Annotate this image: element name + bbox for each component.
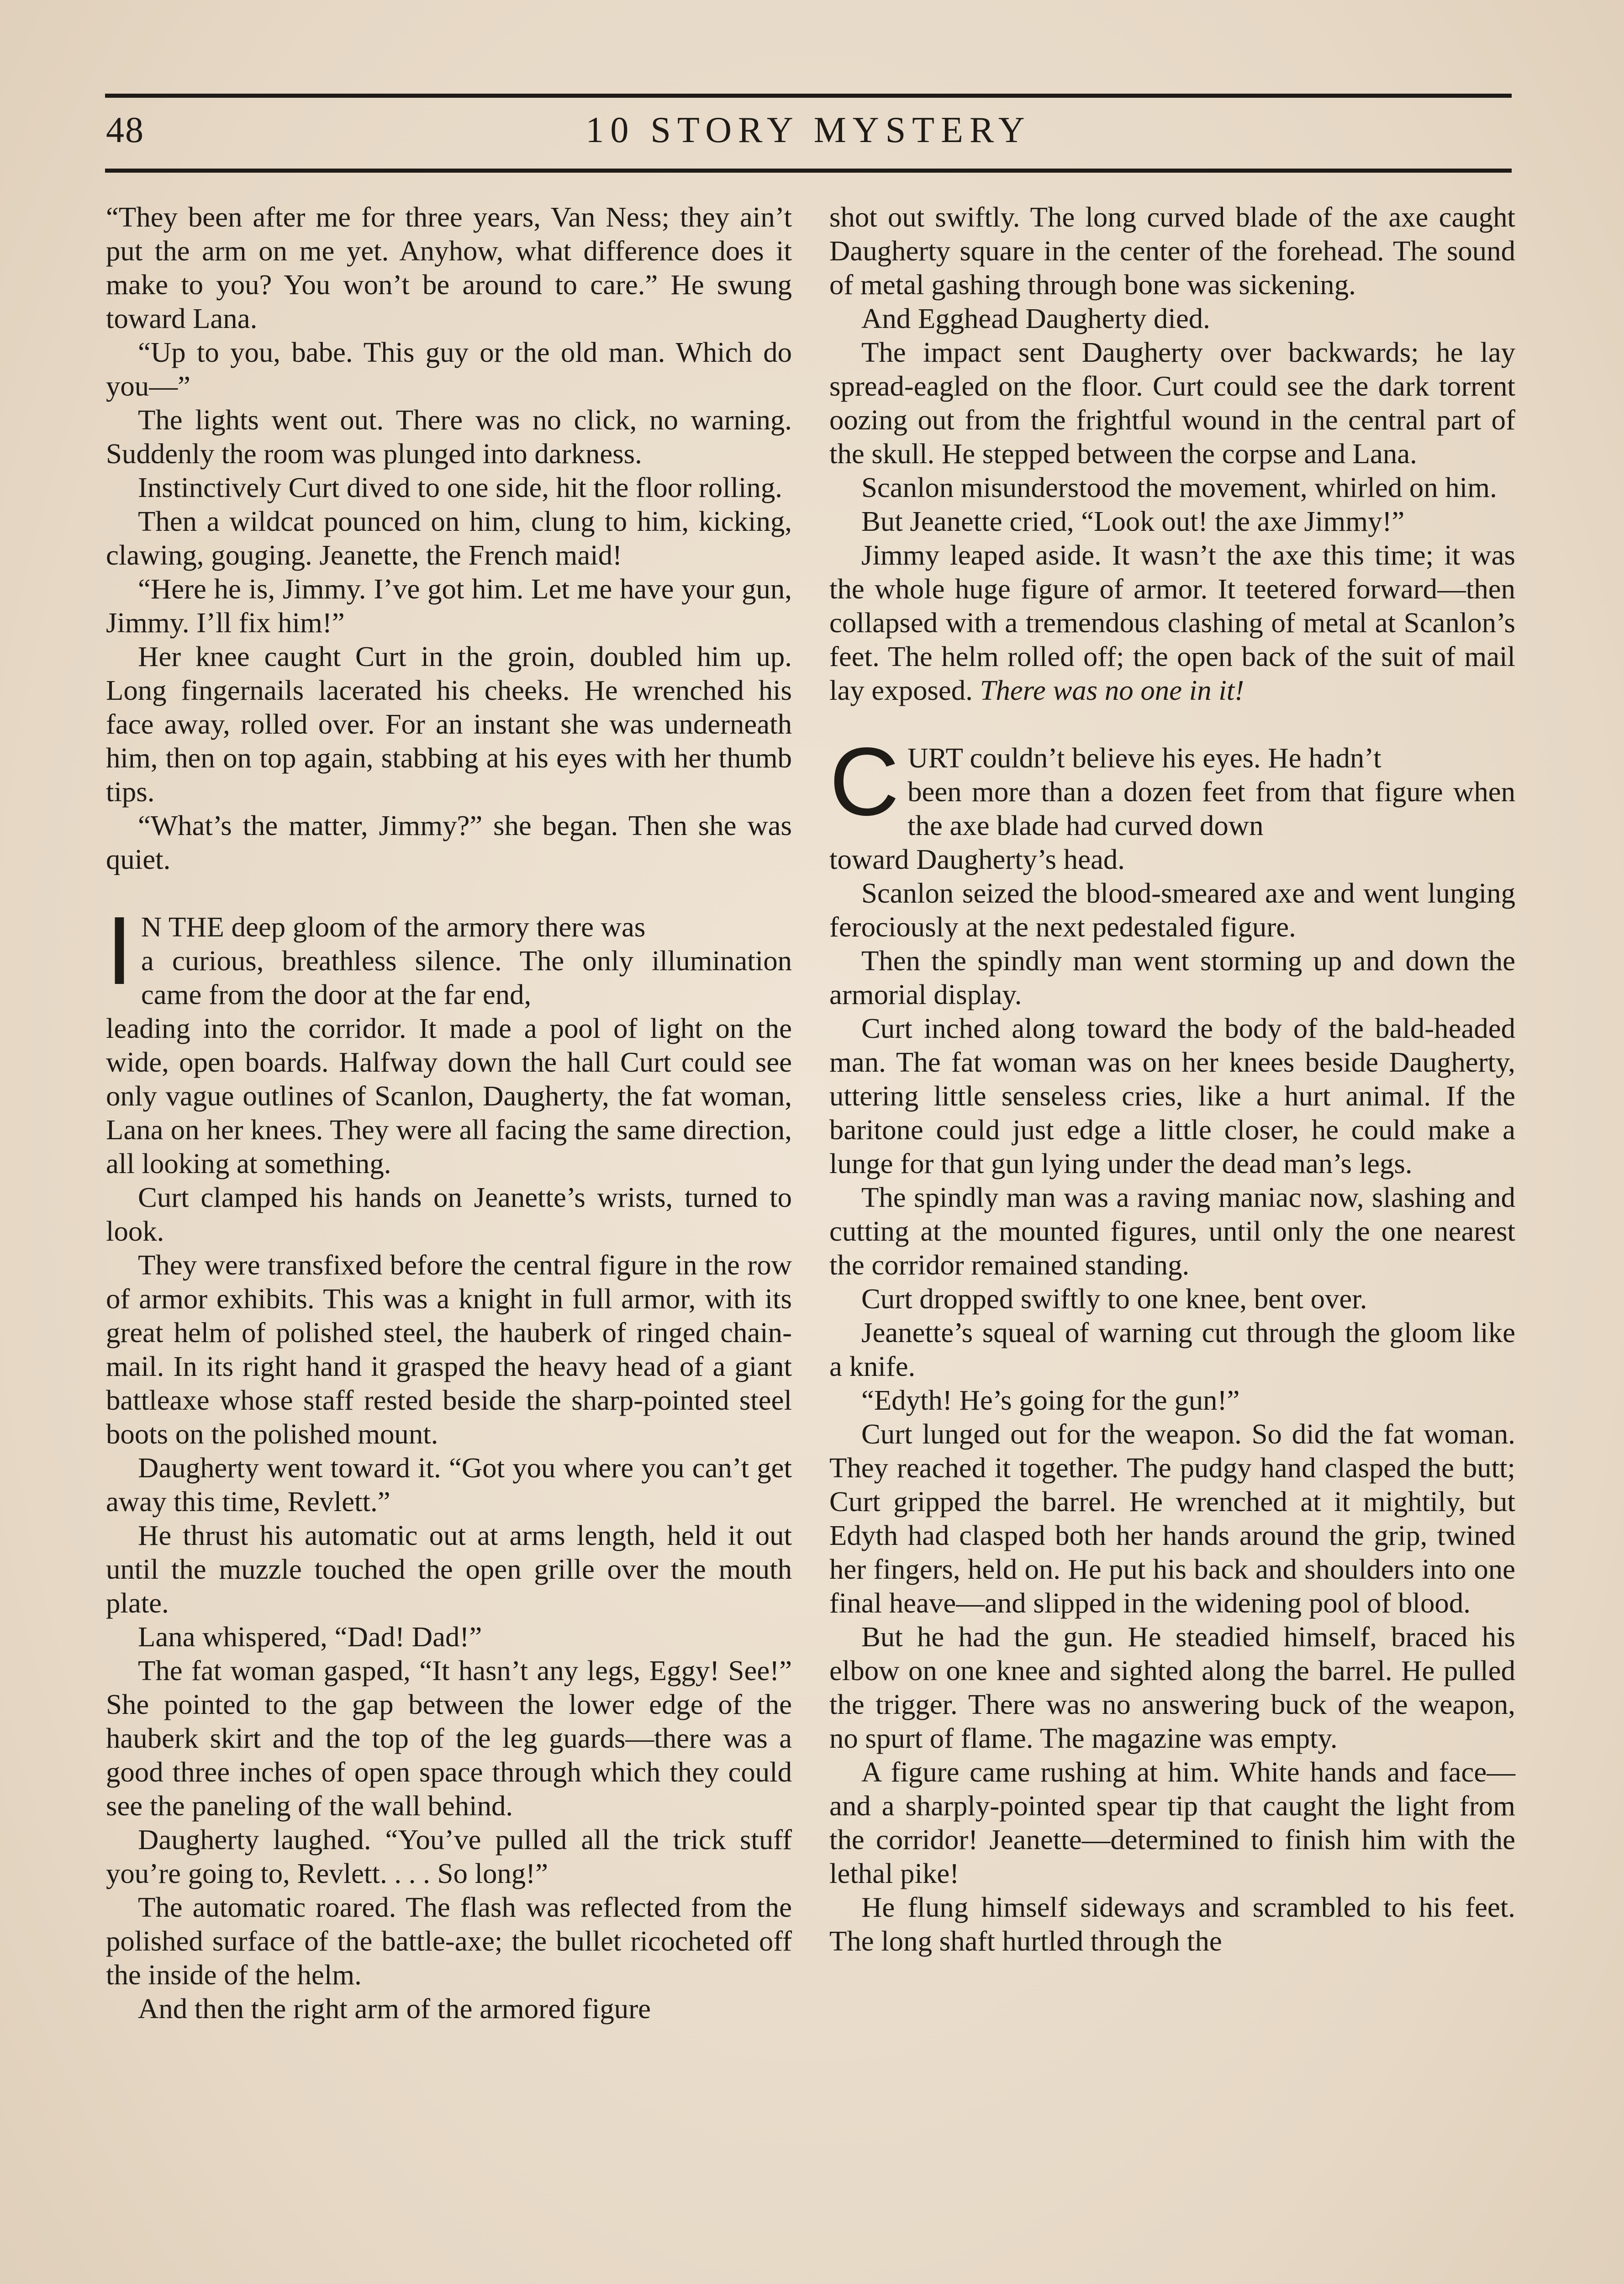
paragraph: Scanlon seized the blood-smeared axe and went lunging ferociously at the next pedestaled figure. [829, 877, 1515, 943]
paragraph-first-line: URT couldn’t believe his eyes. He hadn’t [907, 742, 1381, 774]
left-column [106, 200, 792, 2025]
paragraph: The spindly man was a raving maniac now, slashing and cutting at the mounted figures, until only the one nearest the corridor remained standing. [829, 1181, 1515, 1281]
magazine-title: 10 STORY MYSTERY [585, 110, 1031, 150]
paragraph: Jeanette’s squeal of warning cut through the gloom like a knife. [829, 1316, 1515, 1382]
paragraph: Curt dropped swiftly to one knee, bent over. [861, 1283, 1367, 1315]
paragraph-first-line: N THE deep gloom of the armory there was [141, 911, 646, 943]
drop-cap: I [106, 896, 133, 1005]
paragraph: Then the spindly man went storming up and down the armorial display. [829, 945, 1515, 1010]
paragraph: A figure came rushing at him. White hands and face—and a sharply-pointed spear tip that caught the light from the corridor! Jeanette—determined to finish him with the lethal pike! [829, 1756, 1515, 1889]
paragraph: They were transfixed before the central figure in the row of armor exhibits. This was a knight in full armor, with its great helm of polished steel, the hauberk of ringed chain-mail. In its right hand it grasped the heavy head of a giant battleaxe whose staff rested beside the sharp-pointed steel boots on the polished mount. [106, 1249, 792, 1450]
paragraph: Daugherty went toward it. “Got you where you can’t get away this time, Revlett.” [106, 1452, 792, 1517]
paragraph: “Up to you, babe. This guy or the old man. Which do you—” [106, 336, 792, 402]
right-column [829, 200, 1515, 1958]
paragraph: And then the right arm of the armored figure [138, 1993, 651, 2025]
page-header [105, 94, 1512, 173]
paragraph: And Egghead Daugherty died. [861, 302, 1210, 334]
paragraph: Then a wildcat pounced on him, clung to him, kicking, clawing, gouging. Jeanette, the French maid! [106, 505, 792, 571]
paragraph-hang-lines: a curious, breathless silence. The only illumination came from the door at the far end, [141, 945, 792, 1010]
paragraph: Scanlon misunderstood the movement, whirled on him. [861, 471, 1497, 503]
paragraph-hang-lines: been more than a dozen feet from that figure when the axe blade had curved down [907, 776, 1515, 841]
paragraph: Lana whispered, “Dad! Dad!” [138, 1621, 482, 1653]
paragraph: “What’s the matter, Jimmy?” she began. Then she was quiet. [106, 809, 792, 875]
paragraph: He flung himself sideways and scrambled to his feet. The long shaft hurtled through the [829, 1891, 1515, 1957]
section-opening [106, 896, 792, 1180]
paragraph: The fat woman gasped, “It hasn’t any legs, Eggy! See!” She pointed to the gap between the lower edge of the hauberk skirt and the top of the leg guards—there was a good three inches of open space through which they could see the paneling of the wall behind. [106, 1655, 792, 1822]
paragraph: leading into the corridor. It made a pool of light on the wide, open boards. Halfway down the hall Curt could see only vague outlines of Scanlon, Daugherty, the fat woman, Lana on her knees. They were all facing the same direction, all looking at something. [106, 1012, 792, 1179]
paragraph: The lights went out. There was no click, no warning. Suddenly the room was plunged into darkness. [106, 404, 792, 470]
paragraph: Instinctively Curt dived to one side, hit the floor rolling. [138, 471, 782, 503]
paragraph: Daugherty laughed. “You’ve pulled all the trick stuff you’re going to, Revlett. . . . So long!” [106, 1824, 792, 1889]
page-number: 48 [106, 110, 144, 150]
paragraph: toward Daugherty’s head. [829, 843, 1125, 875]
drop-cap: C [829, 727, 900, 835]
paragraph: But he had the gun. He steadied himself, braced his elbow on one knee and sighted along the barrel. He pulled the trigger. There was no answering buck of the weapon, no spurt of flame. The magazine was empty. [829, 1621, 1515, 1754]
paragraph: Curt lunged out for the weapon. So did the fat woman. They reached it together. The pudgy hand clasped the butt; Curt gripped the barrel. He wrenched at it mightily, but Edyth had clasped both her hands around the grip, twined her fingers, held on. He put his back and shoulders into one final heave—and slipped in the widening pool of blood. [829, 1418, 1515, 1619]
paragraph: He thrust his automatic out at arms length, held it out until the muzzle touched the open grille over the mouth plate. [106, 1519, 792, 1619]
paragraph: Curt inched along toward the body of the bald-headed man. The fat woman was on her knees beside Daugherty, uttering little senseless cries, like a hurt animal. If the baritone could just edge a little closer, he could make a lunge for that gun lying under the dead man’s legs. [829, 1012, 1515, 1179]
paragraph: shot out swiftly. The long curved blade of the axe caught Daugherty square in the center of the forehead. The sound of metal gashing through bone was sickening. [829, 201, 1515, 301]
italic-text: There was no one in it! [980, 674, 1244, 706]
paragraph: “Edyth! He’s going for the gun!” [861, 1384, 1240, 1416]
paragraph: Her knee caught Curt in the groin, doubled him up. Long fingernails lacerated his cheeks. He wrenched his face away, rolled over. For an instant she was underneath him, then on top again, stabbing at his eyes with her thumb tips. [106, 640, 792, 808]
paragraph: The automatic roared. The flash was reflected from the polished surface of the battle-axe; the bullet ricocheted off the inside of the helm. [106, 1891, 792, 1991]
paragraph-text: Jimmy leaped aside. It wasn’t the axe this time; it was the whole huge figure of armor. It teetered forward—then collapsed with a tremendous clashing of metal at Scanlon’s feet. The helm rolled off; the open back of the suit of mail lay exposed. [829, 539, 1515, 706]
paragraph: “They been after me for three years, Van Ness; they ain’t put the arm on me yet. Anyhow, what difference does it make to you? You won’t be around to care.” He swung toward Lana. [106, 201, 792, 334]
paragraph: Curt clamped his hands on Jeanette’s wrists, turned to look. [106, 1181, 792, 1247]
section-opening [829, 727, 1515, 876]
paragraph: “Here he is, Jimmy. I’ve got him. Let me have your gun, Jimmy. I’ll fix him!” [106, 573, 792, 639]
paragraph: But Jeanette cried, “Look out! the axe Jimmy!” [861, 505, 1405, 537]
paragraph [829, 538, 1515, 707]
paragraph: The impact sent Daugherty over backwards; he lay spread-eagled on the floor. Curt could see the dark torrent oozing out from the frightful wound in the central part of the skull. He stepped between the corpse and Lana. [829, 336, 1515, 470]
